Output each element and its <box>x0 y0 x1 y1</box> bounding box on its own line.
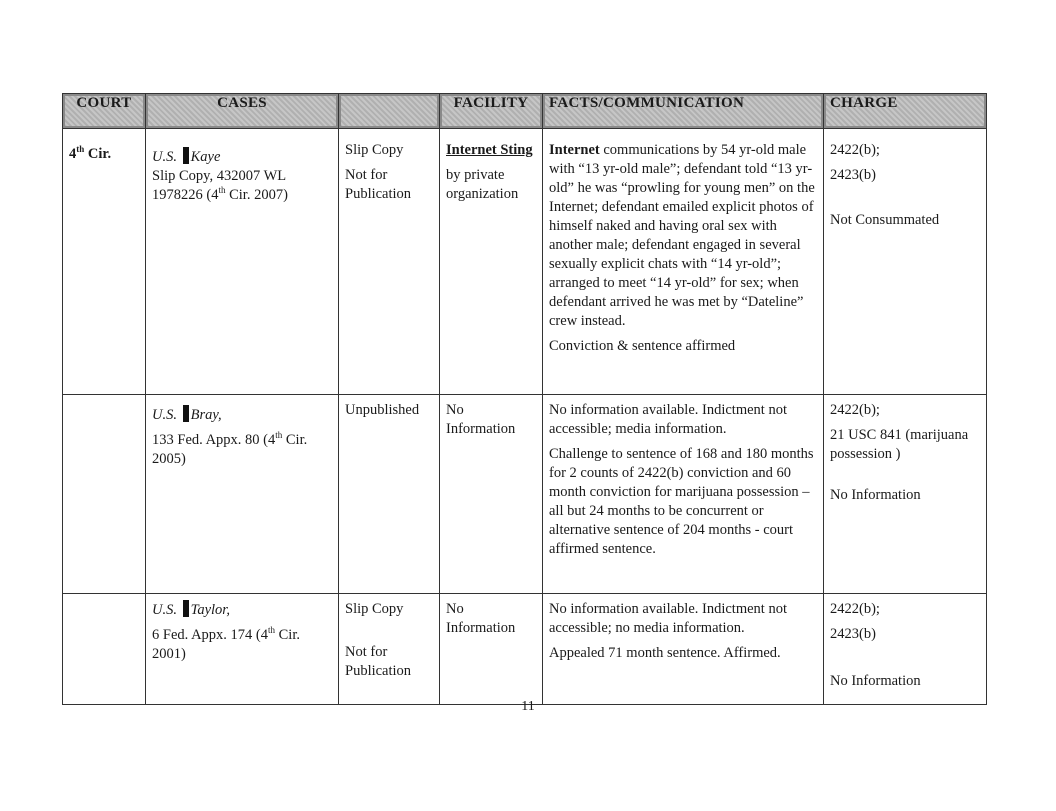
facts-cell: No information available. Indictment not accessible; no media information. Appealed 71 month sentence. Affirmed. <box>543 594 824 705</box>
publication-cell: Unpublished <box>339 395 440 594</box>
case-citation: 133 Fed. Appx. 80 (4th Cir. 2005) <box>152 430 308 467</box>
court-cell <box>63 594 146 705</box>
court-cell: 4th Cir. <box>63 129 146 395</box>
header-court: COURT <box>63 94 146 129</box>
case-name: Kaye <box>190 149 221 165</box>
header-charge: CHARGE <box>824 94 987 129</box>
table-row <box>63 395 987 594</box>
case-name: Bray, <box>190 407 222 423</box>
charge-cell: 2422(b); 21 USC 841 (marijuana possession ) No Information <box>824 395 987 594</box>
publication-cell: Slip Copy Not for Publication <box>339 129 440 395</box>
facts-cell: Internet communications by 54 yr-old male with “13 yr-old male”; defendant told “13 yr-old” he was “prowling for young men” on the Internet; defendant emailed explicit photos of himself naked and having oral sex with another male; defendant engaged in several sexually explicit chats with “14 yr-old”; arranged to meet “14 yr-old” for sex; when defendant arrived he was met by “Dateline” crew instead. Conviction & sentence affirmed <box>543 129 824 395</box>
facility-cell: No Information <box>440 395 543 594</box>
case-cell <box>146 395 339 594</box>
redaction-mark <box>183 405 189 422</box>
case-prefix: U.S. <box>152 407 181 423</box>
case-prefix: U.S. <box>152 602 181 618</box>
header-facility: FACILITY <box>440 94 543 129</box>
header-facts: FACTS/COMMUNICATION <box>543 94 824 129</box>
publication-cell: Slip Copy Not for Publication <box>339 594 440 705</box>
table-header-row <box>63 94 987 129</box>
header-blank <box>339 94 440 129</box>
table-row <box>63 129 987 395</box>
case-name: Taylor, <box>190 602 230 618</box>
case-citation: Slip Copy, 432007 WL 1978226 (4th Cir. 2007) <box>152 168 288 203</box>
charge-cell: 2422(b); 2423(b) No Information <box>824 594 987 705</box>
court-cell <box>63 395 146 594</box>
case-table <box>62 93 987 705</box>
facility-cell: Internet Sting by private organization <box>440 129 543 395</box>
case-cell <box>146 594 339 705</box>
table-row <box>63 594 987 705</box>
page-number: 11 <box>521 699 535 714</box>
redaction-mark <box>183 147 189 164</box>
facility-cell: No Information <box>440 594 543 705</box>
header-cases: CASES <box>146 94 339 129</box>
case-cell <box>146 129 339 395</box>
redaction-mark <box>183 600 189 617</box>
charge-cell: 2422(b); 2423(b) Not Consummated <box>824 129 987 395</box>
case-citation: 6 Fed. Appx. 174 (4th Cir. 2001) <box>152 625 300 662</box>
case-prefix: U.S. <box>152 149 181 165</box>
facts-cell: No information available. Indictment not accessible; media information. Challenge to sentence of 168 and 180 months for 2 counts of 2422(b) conviction and 60 month conviction for marijuana possession – all but 24 months to be concurrent or alternative sentence of 204 months - court affirmed sentence. <box>543 395 824 594</box>
